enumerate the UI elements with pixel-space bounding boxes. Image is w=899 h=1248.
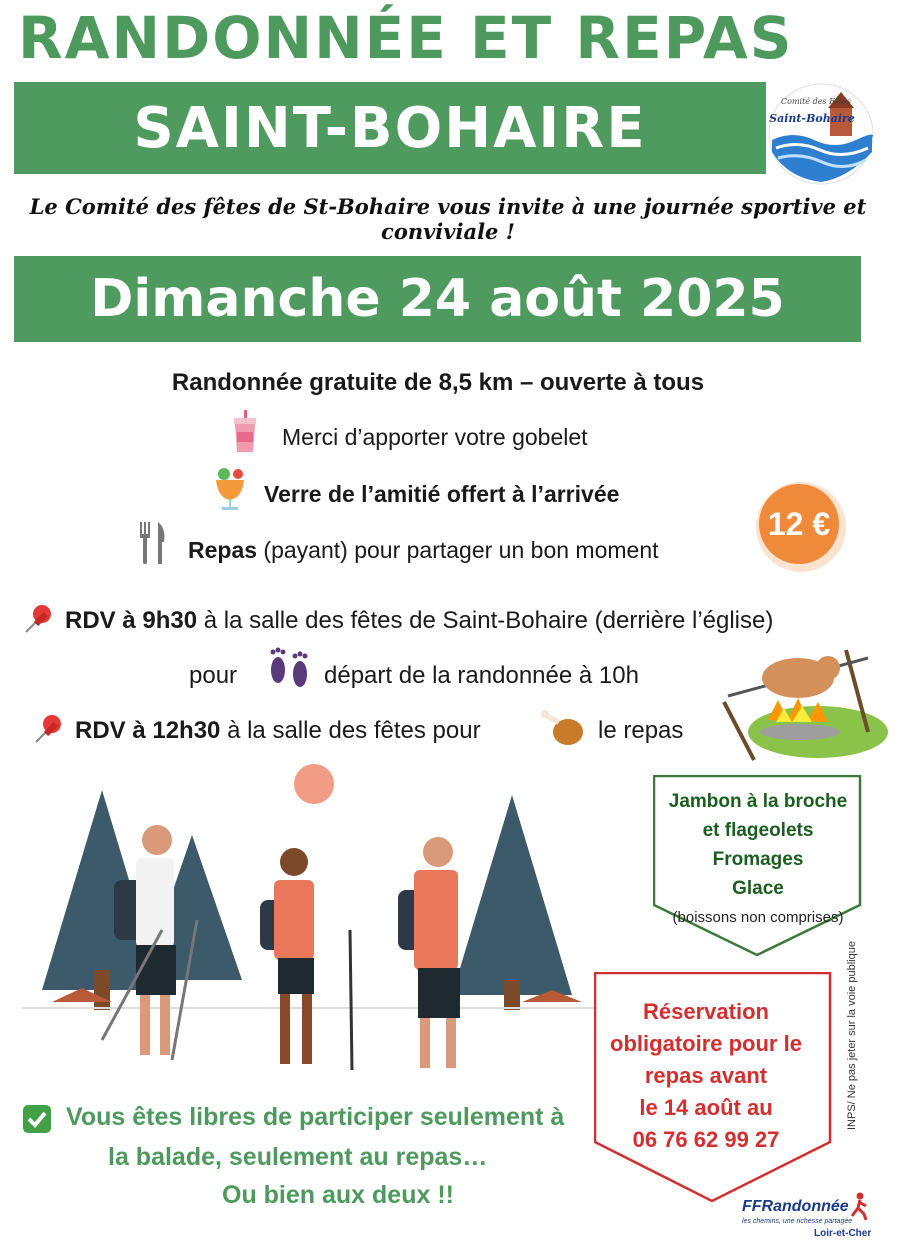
reservation-phone: 06 76 62 99 27 xyxy=(632,1127,780,1152)
footer-line-3: Ou bien aux deux !! xyxy=(222,1181,454,1209)
repas-rest: (payant) pour partager un bon moment xyxy=(257,537,659,563)
repas-bold: Repas xyxy=(188,537,258,563)
ffr-region: Loir-et-Cher xyxy=(814,1228,872,1239)
cutlery-icon xyxy=(138,522,168,571)
ffr-slogan: les chemins, une richesse partagée xyxy=(742,1218,853,1225)
intro-line: Randonnée gratuite de 8,5 km – ouverte à tous xyxy=(171,369,705,396)
hikers-illustration xyxy=(22,740,622,1095)
reservation-line-2: obligatoire pour le xyxy=(610,1031,802,1056)
reservation-line-3: repas avant xyxy=(644,1063,768,1088)
depart-text: départ de la randonnée à 10h xyxy=(324,662,639,689)
legal-note: INPS/ Ne pas jeter sur la voie publique xyxy=(846,941,858,1130)
reservation-line-1: Réservation xyxy=(643,999,769,1024)
rdv2-bold: RDV à 12h30 xyxy=(75,717,221,744)
menu-text xyxy=(660,787,856,932)
menu-line-1: Jambon à la broche xyxy=(668,791,848,812)
cup-icon xyxy=(228,410,262,459)
rdv2-rest: à la salle des fêtes pour xyxy=(220,717,481,744)
repas-text xyxy=(188,537,659,564)
ffrandonnee-logo xyxy=(742,1192,872,1242)
repas-label: le repas xyxy=(598,717,684,744)
pushpin-icon xyxy=(22,602,54,641)
ffr-brand: FFRandonnée xyxy=(742,1198,849,1215)
price-text: 12 € xyxy=(767,506,831,542)
footer-line-1: Vous êtes libres de participer seulement à xyxy=(66,1103,565,1131)
reservation-line-4: le 14 août au xyxy=(639,1095,773,1120)
pour-text: pour xyxy=(189,662,238,689)
reservation-text xyxy=(600,996,812,1156)
price-badge xyxy=(751,477,847,573)
footer-line-2: la balade, seulement au repas… xyxy=(108,1143,488,1171)
rdv1-line xyxy=(65,607,773,635)
spit-roast-illustration xyxy=(718,640,888,775)
logo-text-1: Comité des Fêtes xyxy=(781,97,851,106)
gobelet-text: Merci d’apporter votre gobelet xyxy=(282,424,588,450)
menu-line-2: et flageolets xyxy=(702,820,814,841)
rdv1-rest: à la salle des fêtes de Saint-Bohaire (derrière l’église) xyxy=(197,607,774,634)
menu-line-3: Fromages xyxy=(712,849,804,870)
menu-line-4: Glace xyxy=(732,878,784,899)
place-banner: SAINT-BOHAIRE xyxy=(14,82,766,174)
menu-note: (boissons non comprises) xyxy=(672,909,844,926)
footprints-icon xyxy=(266,646,312,695)
verre-text: Verre de l’amitié offert à l’arrivée xyxy=(264,481,620,507)
comite-logo xyxy=(768,82,874,186)
date-banner: Dimanche 24 août 2025 xyxy=(14,256,861,342)
poster-title: RANDONNÉE ET REPAS xyxy=(18,4,794,72)
cocktail-icon xyxy=(212,466,248,517)
check-icon xyxy=(22,1104,52,1139)
tagline: Le Comité des fêtes de St-Bohaire vous invite à une journée sportive et conviviale ! xyxy=(29,194,867,244)
logo-text-2: Saint-Bohaire xyxy=(769,112,855,125)
rdv1-bold: RDV à 9h30 xyxy=(65,607,198,634)
